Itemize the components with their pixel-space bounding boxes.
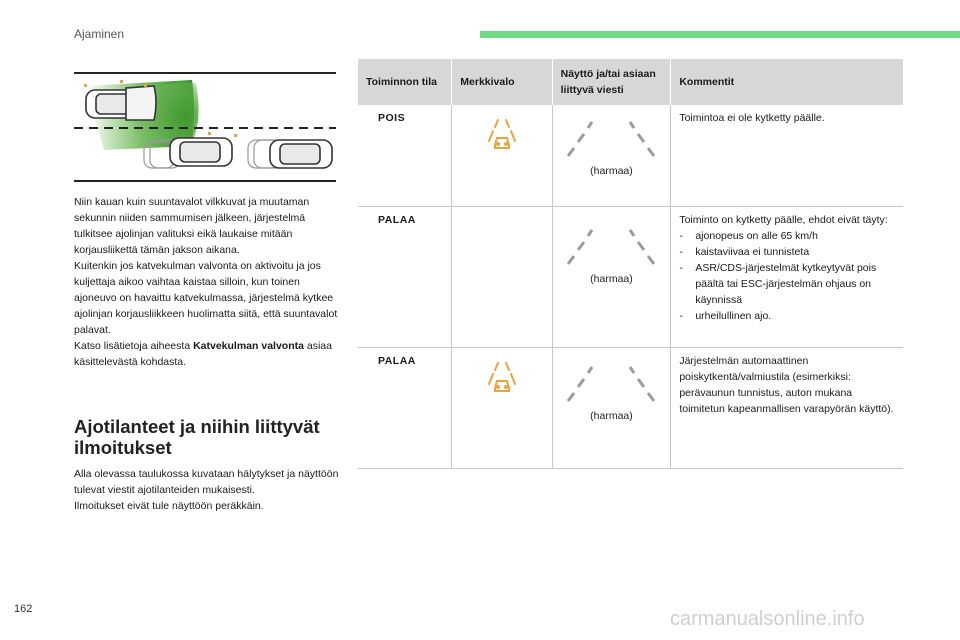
explanation-text: [74, 194, 340, 370]
reference-text: Katso lisätietoja aiheesta: [74, 340, 194, 352]
lane-assist-warning-icon: [484, 117, 520, 151]
comment-cell: [671, 206, 903, 347]
paragraph-turn-signals: Niin kauan kuin suuntavalot vilkkuvat ja muutaman sekunnin niiden sammumisen jälkeen, järjestelmä tulkitsee ajolinjan valituksi eikä laukaise mitään korjausliikettä tämän jakson aikana.: [74, 196, 310, 256]
watermark: carmanualsonline.info: [670, 608, 865, 630]
grey-lane-lines-icon: [566, 365, 656, 403]
state-cell: PALAA: [358, 206, 452, 347]
header-state: Toiminnon tila: [358, 59, 452, 105]
grey-lane-lines-icon: [566, 228, 656, 266]
status-table: [358, 59, 903, 469]
comment-cell: Järjestelmän automaattinen poiskytkentä/valmiustila (esimerkiksi: perävaunun tunnistus, auton mukana toimitetun kapeanmallisen varapyörän käyttö).: [671, 347, 903, 468]
table-row: [358, 206, 903, 347]
paragraph-blind-spot: Kuitenkin jos katvekulman valvonta on aktivoitu ja jos kuljettaja aikoo vaihtaa kaistaa silloin, kun toinen ajoneuvo on havaittu katvekulmassa, järjestelmä kytkee ajolinjan korjausliikkeen huolimatta siitä, että suuntavalot palavat.: [74, 260, 338, 336]
lamp-cell: [452, 105, 552, 206]
figure-bottom-rule: [74, 180, 336, 182]
grey-lane-lines-icon: [566, 120, 656, 158]
intro-line-1: Alla olevassa taulukossa kuvataan hälytykset ja näyttöön tulevat viestit ajotilanteiden mukaisesti.: [74, 468, 339, 496]
lamp-cell: [452, 347, 552, 468]
lamp-cell-empty: [452, 206, 552, 347]
section-heading: Ajotilanteet ja niihin liittyvät ilmoitukset: [74, 416, 320, 458]
table-header-row: [358, 59, 903, 105]
table-row: [358, 105, 903, 206]
intro-text: [74, 466, 340, 514]
intro-line-2: Ilmoitukset eivät tule näyttöön peräkkäin.: [74, 500, 264, 512]
section-title: Ajaminen: [74, 27, 125, 41]
header-comment: Kommentit: [671, 59, 903, 105]
condition-item: - kaistaviivaa ei tunnisteta: [679, 244, 895, 260]
reference-text-end: asiaa käsittelevästä kohdasta.: [74, 340, 332, 368]
reference-link: Katvekulman valvonta: [193, 340, 304, 352]
display-label: (harmaa): [590, 409, 633, 422]
lane-keeping-illustration: [74, 72, 336, 184]
figure-top-rule: [74, 72, 336, 74]
condition-item: - ASR/CDS-järjestelmät kytkeytyvät pois päältä tai ESC-järjestelmän ohjaus on käynnissä: [679, 260, 895, 308]
condition-item: - ajonopeus on alle 65 km/h: [679, 228, 895, 244]
display-label: (harmaa): [590, 165, 633, 177]
state-cell: PALAA: [358, 347, 452, 468]
section-accent-bar: [480, 31, 960, 38]
page-number: 162: [14, 603, 33, 615]
condition-item: - urheilullinen ajo.: [679, 308, 895, 324]
lane-change-cars-icon: [74, 76, 336, 182]
paragraph-reference: [74, 338, 340, 370]
comment-text: Toiminto on kytketty päälle, ehdot eivät täyty:: [679, 213, 888, 226]
state-cell: POIS: [358, 105, 452, 206]
display-cell: [552, 347, 671, 468]
header-display: Näyttö ja/tai asiaan liittyvä viesti: [552, 59, 671, 105]
comment-cell: Toimintoa ei ole kytketty päälle.: [671, 105, 903, 206]
table-row: [358, 347, 903, 468]
condition-list: [679, 228, 895, 324]
lane-assist-warning-icon: [484, 360, 520, 394]
display-cell: [552, 206, 671, 347]
display-cell: [552, 105, 671, 206]
header-lamp: Merkkivalo: [452, 59, 552, 105]
display-label: (harmaa): [590, 272, 633, 285]
